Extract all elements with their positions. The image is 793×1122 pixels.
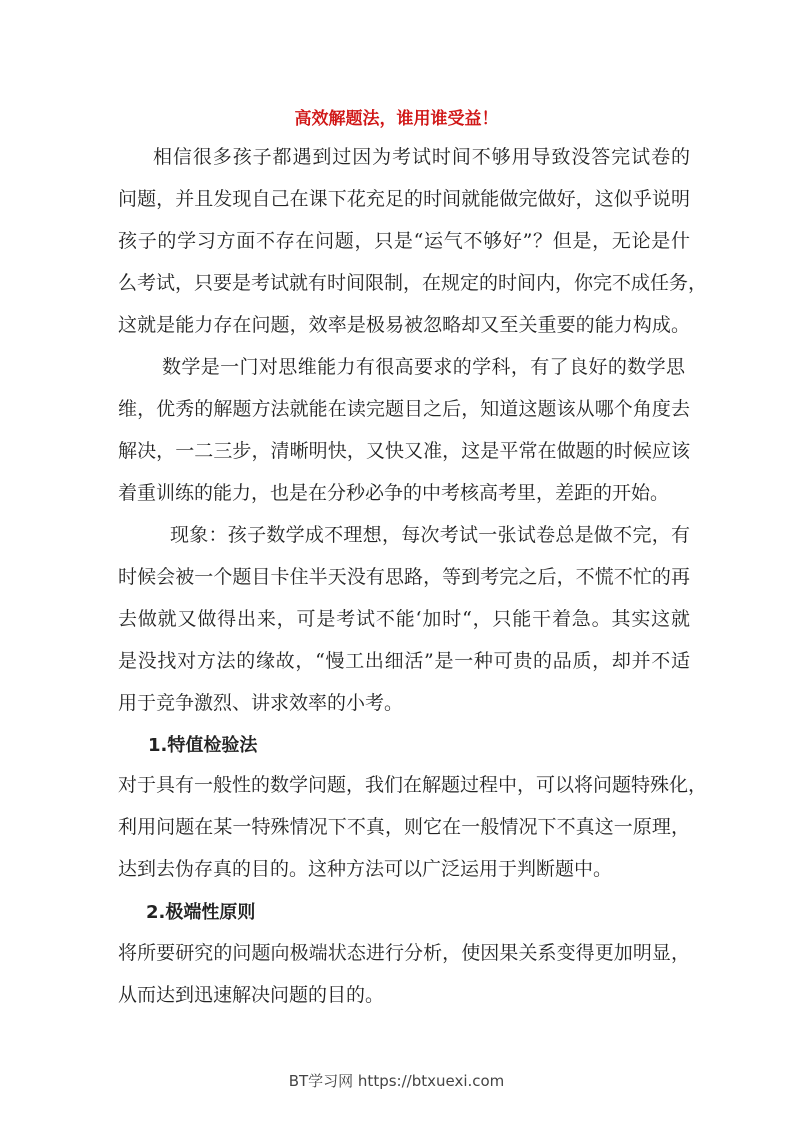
text-line: 将所要研究的问题向极端状态进行分析，使因果关系变得更加明显， xyxy=(118,942,690,964)
text-line: 利用问题在某一特殊情况下不真，则它在一般情况下不真这一原理， xyxy=(118,816,690,838)
section-heading-1: 1.特值检验法 xyxy=(148,735,258,756)
text-line: 数学是一门对思维能力有很高要求的学科，有了良好的数学思 xyxy=(162,356,685,378)
text-line: 问题，并且发现自己在课下花充足的时间就能做完做好，这似乎说明 xyxy=(118,188,690,210)
text-line: 解决，一二三步，清晰明快，又快又准，这是平常在做题的时候应该 xyxy=(118,440,690,462)
text-line: 维，优秀的解题方法就能在读完题目之后，知道这题该从哪个角度去 xyxy=(118,398,690,420)
document-title: 高效解题法，谁用谁受益！ xyxy=(294,109,499,129)
text-line: 时候会被一个题目卡住半天没有思路，等到考完之后，不慌不忙的再 xyxy=(118,566,690,588)
text-line: 么考试，只要是考试就有时间限制，在规定的时间内，你完不成任务， xyxy=(118,272,708,294)
text-line: 对于具有一般性的数学问题，我们在解题过程中，可以将问题特殊化， xyxy=(118,774,708,796)
text-line: 用于竞争激烈、讲求效率的小考。 xyxy=(118,692,404,714)
section-heading-2: 2.极端性原则 xyxy=(146,902,256,923)
text-line: 达到去伪存真的目的。这种方法可以广泛运用于判断题中。 xyxy=(118,858,613,880)
text-line: 这就是能力存在问题，效率是极易被忽略却又至关重要的能力构成。 xyxy=(118,314,690,336)
text-line: 现象：孩子数学成不理想，每次考试一张试卷总是做不完，有 xyxy=(170,524,690,546)
footer-watermark: BT学习网 https://btxuexi.com xyxy=(288,1072,505,1090)
text-line: 孩子的学习方面不存在问题，只是“运气不够好”？但是，无论是什 xyxy=(118,230,690,252)
text-line: 从而达到迅速解决问题的目的。 xyxy=(118,984,385,1006)
text-line: 是没找对方法的缘故，“慢工出细活”是一种可贵的品质，却并不适 xyxy=(118,650,690,672)
text-line: 着重训练的能力，也是在分秒必争的中考核高考里，差距的开始。 xyxy=(118,482,670,504)
text-line: 去做就又做得出来，可是考试不能‘加时“，只能干着急。其实这就 xyxy=(118,608,690,630)
text-line: 相信很多孩子都遇到过因为考试时间不够用导致没答完试卷的 xyxy=(153,146,690,168)
